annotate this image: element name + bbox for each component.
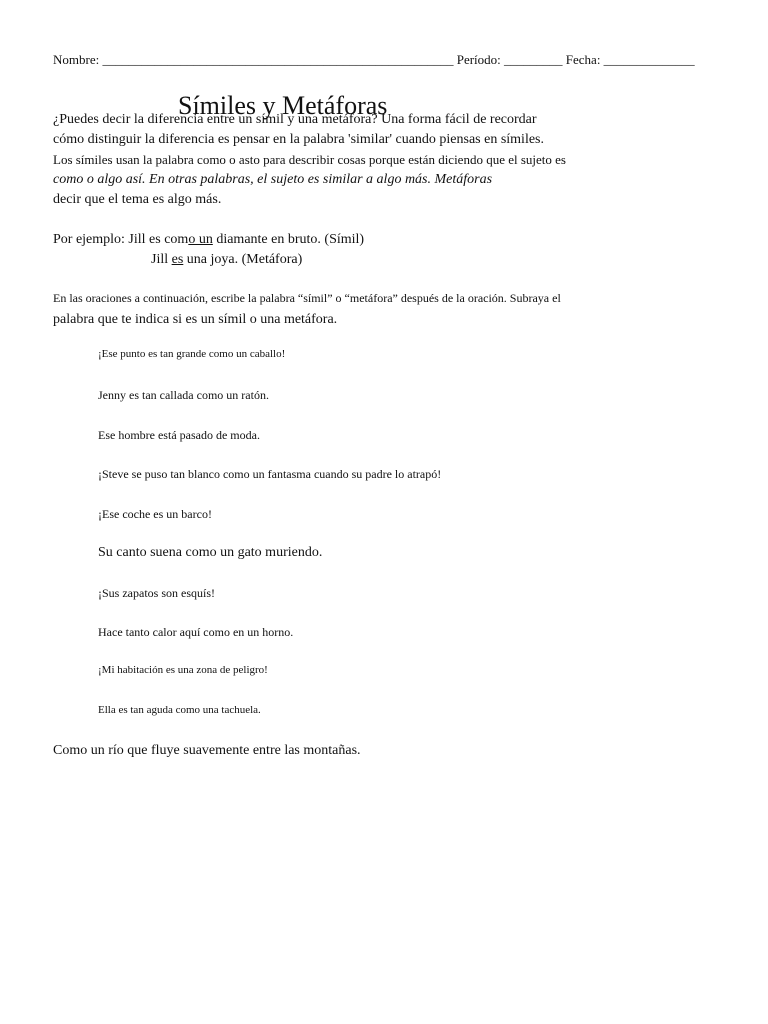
name-field-label[interactable]: Nombre: ______________________________________________________ — [53, 52, 454, 67]
exercise-sentence: ¡Steve se puso tan blanco como un fantasma cuando su padre lo atrapó! — [98, 467, 442, 481]
exercise-sentence: ¡Sus zapatos son esquís! — [98, 586, 215, 600]
example-metaphor — [53, 250, 364, 270]
exercise-sentence: ¡Ese coche es un barco! — [98, 507, 212, 521]
header-row — [53, 52, 713, 68]
intro-line: ¿Puedes decir la diferencia entre un símil y una metáfora? Una forma fácil de recordar — [53, 112, 537, 127]
example-text: Jill — [151, 252, 172, 267]
instructions-line: palabra que te indica si es un símil o una metáfora. — [53, 312, 338, 327]
exercise-sentence: Hace tanto calor aquí como en un horno. — [98, 625, 294, 639]
exercise-sentence: ¡Mi habitación es una zona de peligro! — [98, 664, 268, 676]
example-text: una joya. (Metáfora) — [183, 252, 303, 267]
closing-sentence: Como un río que fluye suavemente entre las montañas. — [53, 743, 361, 758]
instructions-line: En las oraciones a continuación, escribe la palabra “símil” o “metáfora” después de la oración. Subraya el — [53, 291, 561, 305]
page-title: Símiles y Metáforas — [178, 91, 388, 121]
example-underline: es — [171, 252, 184, 267]
example-text: Por ejemplo: Jill es com — [53, 232, 189, 247]
date-field-label[interactable]: Fecha: ______________ — [565, 52, 695, 67]
example-underline: o un — [188, 232, 213, 247]
exercise-sentence: Su canto suena como un gato muriendo. — [98, 545, 323, 560]
exercise-sentence: Ese hombre está pasado de moda. — [98, 428, 260, 442]
exercise-sentence: Ella es tan aguda como una tachuela. — [98, 704, 261, 716]
intro-line: cómo distinguir la diferencia es pensar en la palabra 'similar' cuando piensas en símiles. — [53, 132, 544, 147]
example-text: diamante en bruto. (Símil) — [212, 232, 365, 247]
instructions — [53, 288, 653, 330]
example-block — [53, 230, 364, 270]
period-field-label[interactable]: Período: _________ — [456, 52, 563, 67]
intro-line: decir que el tema es algo más. — [53, 192, 222, 207]
intro-line: como o algo así. En otras palabras, el sujeto es similar a algo más. Metáforas — [53, 172, 493, 187]
exercise-sentence: ¡Ese punto es tan grande como un caballo! — [98, 348, 286, 360]
example-simile — [53, 230, 364, 250]
exercise-sentence: Jenny es tan callada como un ratón. — [98, 388, 269, 402]
intro-paragraph — [53, 110, 653, 210]
intro-line: Los símiles usan la palabra como o asto para describir cosas porque están diciendo que el sujeto es — [53, 152, 566, 167]
